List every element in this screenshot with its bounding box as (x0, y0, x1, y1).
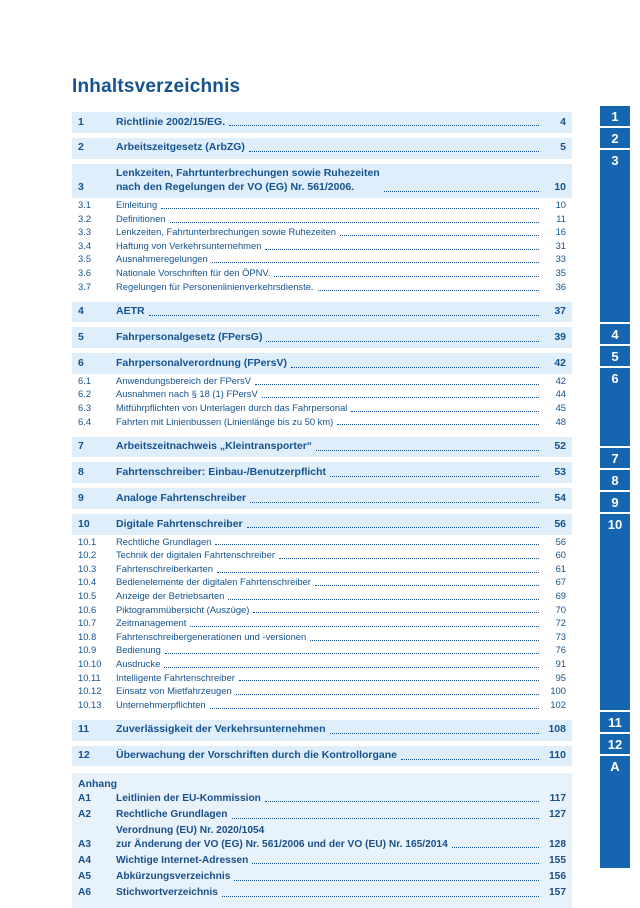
toc-page-number: 127 (549, 809, 566, 821)
toc-number: A5 (78, 871, 92, 883)
toc-number: 3.2 (78, 212, 92, 224)
toc-label: Fahrten mit Linienbussen (Linienlänge bis zu 50 km) (116, 415, 334, 427)
toc-label: Anzeige der Betriebsarten (116, 589, 225, 601)
appendix-section (72, 773, 572, 908)
toc-page-number: 4 (560, 115, 566, 128)
toc-label: Anwendungsbereich der FPersV (116, 374, 251, 386)
leader-dots (279, 557, 539, 559)
toc-row[interactable] (72, 685, 572, 699)
thumb-tab-11[interactable] (600, 712, 630, 732)
toc-label: Regelungen für Personenlinienverkehrsdienste. (116, 280, 314, 292)
toc-label: Definitionen (116, 212, 166, 224)
toc-page-number: 70 (555, 603, 566, 615)
toc-row[interactable] (72, 746, 572, 767)
toc-label: Bedienelemente der digitalen Fahrtenschreiber (116, 576, 311, 588)
toc-label-stack (116, 824, 448, 851)
page-title: Inhaltsverzeichnis (72, 76, 241, 97)
leader-dots (222, 895, 539, 897)
toc-page-number: 5 (560, 141, 566, 154)
toc-row[interactable] (72, 514, 572, 535)
toc-number: 10.7 (78, 617, 97, 629)
toc-number: 8 (78, 465, 84, 478)
toc-number: 10.3 (78, 562, 97, 574)
toc-row[interactable] (72, 535, 572, 549)
leader-dots (232, 817, 539, 819)
toc-page-number: 33 (555, 253, 566, 265)
leader-dots (212, 261, 539, 263)
thumb-tab-10[interactable] (600, 514, 630, 710)
leader-dots (330, 475, 539, 477)
leader-dots (340, 234, 539, 236)
leader-dots (274, 275, 539, 277)
toc-number: 6.4 (78, 415, 92, 427)
toc-row[interactable] (72, 698, 572, 712)
toc-row[interactable] (72, 576, 572, 590)
leader-dots (452, 846, 539, 848)
toc-page-number: 72 (555, 617, 566, 629)
thumb-tab-4[interactable] (600, 324, 630, 344)
leader-dots (401, 758, 539, 760)
toc-number: 3.1 (78, 199, 92, 211)
toc-page-number: 52 (554, 440, 566, 453)
toc-page-number: 16 (555, 226, 566, 238)
toc-page-number: 48 (555, 415, 566, 427)
thumb-tab-label: 7 (611, 451, 619, 466)
toc-row[interactable] (72, 401, 572, 415)
toc-number: 11 (78, 723, 90, 736)
toc-row[interactable] (72, 488, 572, 509)
toc-number: 6 (78, 356, 84, 369)
leader-dots (337, 423, 539, 425)
toc-label: Arbeitszeitgesetz (ArbZG) (116, 141, 245, 154)
toc-page-number: 61 (555, 562, 566, 574)
toc-page-number: 31 (555, 239, 566, 251)
toc-label: AETR (116, 305, 145, 318)
leader-dots (210, 707, 539, 709)
thumb-tab-a[interactable] (600, 756, 630, 868)
toc-label: Ausnahmen nach § 18 (1) FPersV (116, 388, 258, 400)
toc-number: 3.3 (78, 226, 92, 238)
toc-page-number: 53 (554, 465, 566, 478)
toc-page-number: 156 (549, 871, 566, 883)
thumb-tab-label: 8 (611, 473, 619, 488)
leader-dots (239, 679, 539, 681)
toc-label: Abkürzungsverzeichnis (116, 871, 231, 883)
thumb-tab-label: A (610, 759, 620, 774)
thumb-tab-7[interactable] (600, 448, 630, 468)
thumb-tab-5[interactable] (600, 346, 630, 366)
toc-page-number: 60 (555, 549, 566, 561)
thumb-tab-1[interactable] (600, 106, 630, 126)
toc-label-line2: nach den Regelungen der VO (EG) Nr. 561/2006. (116, 181, 355, 194)
toc-page-number: 69 (555, 589, 566, 601)
leader-dots (262, 396, 539, 398)
leader-dots (170, 221, 539, 223)
thumb-tab-label: 6 (611, 371, 619, 386)
thumb-tab-label: 5 (611, 349, 619, 364)
toc-row[interactable] (72, 853, 572, 869)
toc-row[interactable] (72, 327, 572, 348)
toc-row[interactable] (72, 589, 572, 603)
leader-dots (291, 366, 539, 368)
leader-dots (234, 879, 539, 881)
toc-number: 10.4 (78, 576, 97, 588)
thumb-tab-6[interactable] (600, 368, 630, 446)
thumb-tab-9[interactable] (600, 492, 630, 512)
leader-dots (250, 501, 539, 503)
leader-dots (265, 248, 539, 250)
toc-page-number: 157 (549, 887, 566, 899)
toc-page-number: 73 (555, 630, 566, 642)
thumb-tab-3[interactable] (600, 150, 630, 322)
toc-number: 6.1 (78, 374, 92, 386)
toc-page-number: 54 (554, 491, 566, 504)
toc-label: Fahrtenschreibergenerationen und -versionen (116, 630, 307, 642)
toc-page-number: 117 (549, 792, 566, 804)
toc-page-number: 56 (555, 535, 566, 547)
toc-label: Rechtliche Grundlagen (116, 809, 228, 821)
toc-row[interactable] (72, 302, 572, 323)
thumb-tab-label: 3 (611, 153, 619, 168)
thumb-tab-label: 11 (608, 715, 622, 730)
toc-row[interactable] (72, 280, 572, 294)
toc-row[interactable] (72, 603, 572, 617)
toc-label: Leitlinien der EU-Kommission (116, 792, 261, 804)
toc-label: Überwachung der Vorschriften durch die Kontrollorgane (116, 749, 398, 762)
toc-label: Zuverlässigkeit der Verkehrsunternehmen (116, 723, 326, 736)
toc-row[interactable] (72, 112, 572, 133)
toc-number: 10.10 (78, 657, 102, 669)
leader-dots (265, 800, 539, 802)
thumb-tab-8[interactable] (600, 470, 630, 490)
toc-page-number: 45 (555, 401, 566, 413)
leader-dots (217, 571, 539, 573)
toc-label: Fahrtenschreiberkarten (116, 562, 213, 574)
toc-number: 4 (78, 305, 84, 318)
toc-number: 10.12 (78, 685, 102, 697)
leader-dots (315, 584, 539, 586)
toc-row[interactable] (72, 164, 572, 199)
thumb-tab-label: 2 (611, 131, 619, 146)
toc-page-number: 95 (555, 671, 566, 683)
toc-row[interactable] (72, 671, 572, 685)
toc-row[interactable] (72, 869, 572, 885)
toc-label: Ausdrucke (116, 657, 161, 669)
leader-dots (253, 611, 539, 613)
toc-label: Einleitung (116, 199, 158, 211)
toc-number: 6.3 (78, 401, 92, 413)
toc-row[interactable] (72, 253, 572, 267)
toc-label: Zeitmanagement (116, 617, 187, 629)
leader-dots (190, 625, 539, 627)
toc-number: 10.11 (78, 671, 101, 683)
toc-number: 10.9 (78, 644, 97, 656)
toc-row[interactable] (72, 353, 572, 374)
toc-label: Lenkzeiten, Fahrtunterbrechungen sowie Ruhezeiten (116, 226, 336, 238)
toc-page-number: 35 (555, 267, 566, 278)
leader-dots (252, 862, 539, 864)
toc-label: Bedienung (116, 644, 161, 656)
toc-content (72, 76, 572, 908)
leader-dots (330, 732, 539, 734)
leader-dots (316, 449, 539, 451)
thumb-tab-label: 9 (611, 495, 619, 510)
toc-row[interactable] (72, 885, 572, 901)
toc-label: Nationale Vorschriften für den ÖPNV. (116, 267, 271, 278)
toc-label: Wichtige Internet-Adressen (116, 854, 249, 866)
toc-row[interactable] (72, 617, 572, 631)
toc-number: 10.2 (78, 549, 97, 561)
toc-page-number: 67 (555, 576, 566, 588)
toc-label: Lenkzeiten, Fahrtunterbrechungen sowie Ruhezeiten (116, 167, 380, 180)
toc-row[interactable] (72, 807, 572, 823)
leader-dots (228, 598, 539, 600)
toc-label: Fahrtenschreiber: Einbau-/Benutzerpflicht (116, 465, 327, 478)
toc-label-stack (116, 167, 380, 195)
thumb-tab-label: 10 (607, 517, 623, 532)
toc-number: 5 (78, 330, 84, 343)
toc-number: 10.6 (78, 603, 97, 615)
thumb-tab-label: 4 (611, 327, 619, 342)
toc-label: Analoge Fahrtenschreiber (116, 491, 247, 504)
leader-dots (229, 124, 539, 126)
toc-label-line2: zur Änderung der VO (EG) Nr. 561/2006 und der VO (EU) Nr. 165/2014 (116, 838, 448, 850)
leader-dots (215, 543, 539, 545)
thumb-index-tabs (600, 106, 630, 870)
toc-number: A4 (78, 854, 92, 866)
thumb-tab-label: 1 (611, 109, 619, 124)
toc-number: 3.7 (78, 280, 92, 292)
toc-number: 10.5 (78, 589, 97, 601)
leader-dots (255, 383, 539, 385)
toc-page-number: 91 (555, 657, 566, 669)
leader-dots (351, 410, 539, 412)
toc-number: 10.8 (78, 630, 97, 642)
toc-row[interactable] (72, 415, 572, 429)
toc-page-number: 10 (555, 199, 566, 211)
toc-label: Digitale Fahrtenschreiber (116, 517, 243, 530)
leader-dots (384, 190, 539, 192)
toc-number: 12 (78, 749, 90, 762)
toc-row[interactable] (72, 239, 572, 253)
toc-label: Rechtliche Grundlagen (116, 535, 212, 547)
toc-row[interactable] (72, 374, 572, 388)
toc-label: Intelligente Fahrtenschreiber (116, 671, 235, 683)
toc-label: Technik der digitalen Fahrtenschreiber (116, 549, 275, 561)
toc-number: A2 (78, 809, 92, 821)
leader-dots (161, 207, 539, 209)
toc-row[interactable] (72, 549, 572, 563)
toc-number: 3.5 (78, 253, 92, 265)
toc-label: Arbeitszeitnachweis „Kleintransporter“ (116, 440, 313, 453)
leader-dots (165, 652, 539, 654)
toc-page-number: 155 (549, 854, 566, 866)
toc-row[interactable] (72, 198, 572, 212)
toc-row[interactable] (72, 562, 572, 576)
toc-row[interactable] (72, 138, 572, 159)
toc-label: Verordnung (EU) Nr. 2020/1054 (116, 825, 265, 837)
toc-label: Unternehmerpflichten (116, 698, 206, 710)
toc-page-number: 36 (555, 280, 566, 292)
toc-page-number: 110 (549, 749, 566, 762)
toc-number: 2 (78, 141, 84, 154)
toc-number: 3.6 (78, 267, 92, 278)
toc-number: 9 (78, 491, 84, 504)
leader-dots (249, 150, 539, 152)
leader-dots (310, 639, 539, 641)
toc-number: 10.1 (78, 535, 97, 547)
toc-page-number: 44 (555, 388, 566, 400)
toc-row[interactable] (72, 462, 572, 483)
toc-number: A3 (78, 838, 92, 850)
toc-label: Mitführpflichten von Unterlagen durch das Fahrpersonal (116, 401, 348, 413)
toc-page-number: 56 (554, 517, 566, 530)
leader-dots (149, 314, 539, 316)
thumb-tab-12[interactable] (600, 734, 630, 754)
toc-page-number: 42 (554, 356, 566, 369)
toc-number: A6 (78, 887, 92, 899)
toc-label: Ausnahmeregelungen (116, 253, 208, 265)
toc-page-number: 100 (550, 685, 566, 697)
toc-page-number: 11 (556, 212, 566, 224)
toc-label: Richtlinie 2002/15/EG. (116, 115, 226, 128)
toc-row[interactable] (72, 657, 572, 671)
toc-row[interactable] (72, 212, 572, 226)
toc-number: 3 (78, 181, 84, 194)
leader-dots (247, 526, 539, 528)
toc-page-number: 37 (554, 305, 566, 318)
toc-page-number: 108 (548, 723, 566, 736)
leader-dots (318, 289, 539, 291)
toc-number: 10 (78, 517, 90, 530)
toc-row[interactable] (72, 720, 572, 741)
toc-row[interactable] (72, 790, 572, 806)
toc-row[interactable] (72, 630, 572, 644)
toc-label: Einsatz von Mietfahrzeugen (116, 685, 232, 697)
toc-row[interactable] (72, 823, 572, 853)
toc-page-number: 39 (554, 330, 566, 343)
toc-row[interactable] (72, 437, 572, 458)
toc-row[interactable] (72, 388, 572, 402)
toc-number: 3.4 (78, 239, 92, 251)
thumb-tab-2[interactable] (600, 128, 630, 148)
toc-label: Haftung von Verkehrsunternehmen (116, 239, 262, 251)
toc-page-number: 102 (550, 698, 566, 710)
table-of-contents (72, 112, 572, 908)
toc-label: Fahrpersonalgesetz (FPersG) (116, 330, 263, 343)
toc-page-number: 10 (554, 181, 566, 194)
leader-dots (266, 340, 539, 342)
toc-number: 1 (78, 115, 84, 128)
toc-row[interactable] (72, 226, 572, 240)
toc-page-number: 128 (549, 838, 566, 850)
toc-number: 6.2 (78, 388, 92, 400)
toc-number: 7 (78, 440, 84, 453)
appendix-title: Anhang (78, 778, 118, 791)
leader-dots (236, 693, 539, 695)
toc-row[interactable] (72, 644, 572, 658)
toc-number: 10.13 (78, 698, 102, 710)
toc-number: A1 (78, 792, 92, 804)
toc-label: Piktogrammübersicht (Auszüge) (116, 603, 250, 615)
toc-row[interactable] (72, 266, 572, 280)
toc-page-number: 42 (555, 374, 566, 386)
toc-label: Stichwortverzeichnis (116, 887, 218, 899)
toc-label: Fahrpersonalverordnung (FPersV) (116, 356, 287, 369)
thumb-tab-label: 12 (607, 737, 623, 752)
toc-page-number: 76 (555, 644, 566, 656)
leader-dots (164, 666, 539, 668)
